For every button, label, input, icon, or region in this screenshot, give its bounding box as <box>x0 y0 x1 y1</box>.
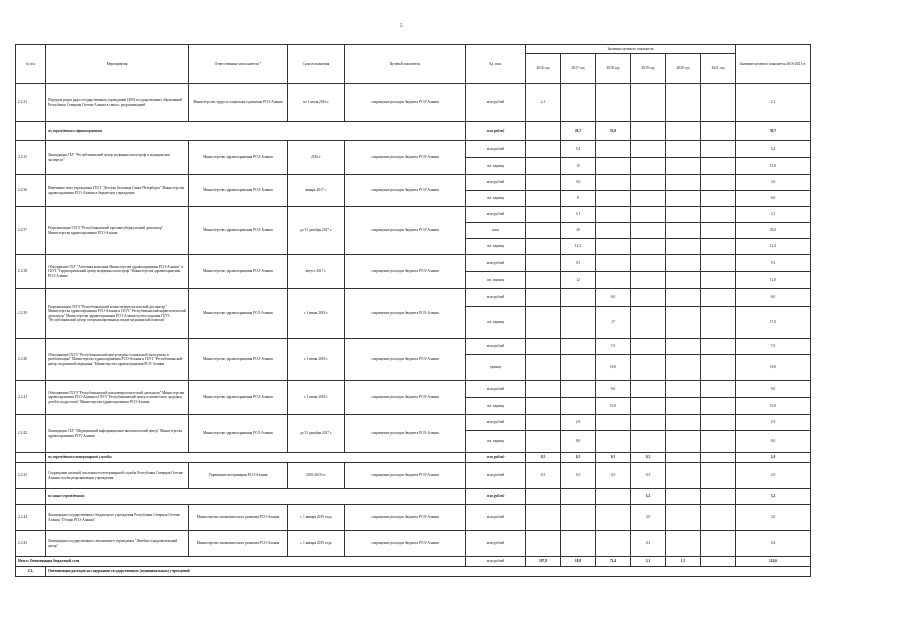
row-value: 3,1 <box>631 557 666 567</box>
row-total: 6,0 <box>736 289 811 307</box>
row-activity: Реорганизация ГБУЗ "Республиканский противотуберкулезный диспансер" Министерства здравоохранения РСО-Алания <box>46 207 189 255</box>
row-activity: Реорганизация ГБУЗ "Республиканский кожно-венерологический диспансер" Министерства здравоохранения РСО-Алания и ГБУЗ "Республиканский наркологический диспансер" Министерства здравоохранения РСО-Алания путем создания ГБУЗ "Республиканский центр специализированных видов медицинской помощи" <box>46 289 189 339</box>
row-total: 3,1 <box>736 207 811 223</box>
row-total: 3,2 <box>736 489 811 505</box>
row-deadline: по 1 июля 2016 г. <box>288 84 345 122</box>
row-activity: Передача рядов ряда государственных учреждений ЦОН государственных образований Республики Северная Осетия-Алания в связи с реорганизацией <box>46 84 189 122</box>
row-deadline: 2016 г. <box>288 141 345 175</box>
header-year: 2017 год <box>561 54 596 84</box>
header-year: 2016 год <box>526 54 561 84</box>
row-unit: млн рублей <box>466 339 526 355</box>
row-unit: млн рублей <box>466 489 526 505</box>
row-deadline: с 1 января 2019 года <box>288 505 345 531</box>
row-value: 5,4 <box>561 141 596 158</box>
header-row <box>16 45 811 54</box>
row-responsible: Министерство здравоохранения РСО-Алания <box>189 141 288 175</box>
row-total: 2,1 <box>736 84 811 122</box>
row-unit: млн рублей <box>466 141 526 158</box>
row-activity: Объединение ГБУЗ "Республиканский центр медико-социальной экспертизы и реабилитации" Министерства здравоохранения РСО-Алания и ГБУЗ "Республиканский центр спортивной медицины" Министерства здравоохранения РСО-Алания <box>46 339 189 381</box>
row-value: 0,5 <box>561 463 596 489</box>
row-total: 12,0 <box>736 272 811 289</box>
table-row <box>16 381 811 398</box>
row-value: 8 <box>561 191 596 207</box>
row-total: 5,4 <box>736 141 811 158</box>
row-deadline: с 1 июня 2018 г. <box>288 381 345 415</box>
row-unit: млн рублей <box>466 175 526 191</box>
row-value: 0,5 <box>596 463 631 489</box>
header-responsible: Ответственные исполнители * <box>189 45 288 84</box>
row-unit: млн рублей <box>466 122 526 141</box>
row-value: 0,5 <box>596 453 631 463</box>
row-value: 12,3 <box>561 239 596 255</box>
row-num: 2.2.44 <box>16 505 46 531</box>
table-row <box>16 415 811 431</box>
header-year: 2019 год <box>631 54 666 84</box>
row-activity: Изменение типа учреждения ГБУЗ "Детская больница Санкт-Петербурга" Министерства здравоохранения РСО-Алания в бюджетное учреждение <box>46 175 189 207</box>
row-result: сокращение расходов бюджета РСО-Алания <box>345 415 466 453</box>
row-unit: шт. единиц <box>466 272 526 289</box>
row-value: 16,0 <box>596 355 631 381</box>
row-value: 0,5 <box>526 453 561 463</box>
row-num: 2.2.43 <box>16 463 46 489</box>
row-total: 2,0 <box>736 453 811 463</box>
row-responsible: Министерство здравоохранения РСО-Алания <box>189 207 288 255</box>
row-result: сокращение расходов бюджета РСО-Алания <box>345 339 466 381</box>
row-activity: Ликвидация государственного бюджетного учреждения Республики Северная Осетия-Алания "IT-парк РСО-Алания" <box>46 505 189 531</box>
row-value: 0,5 <box>631 453 666 463</box>
row-num: 2.2.41 <box>16 381 46 415</box>
row-total: 7,0 <box>736 339 811 355</box>
section-row <box>16 122 811 141</box>
row-unit: млн рублей <box>466 207 526 223</box>
row-unit: коек <box>466 223 526 239</box>
row-deadline: 2016-2019 гг. <box>288 463 345 489</box>
row-deadline: с 1 июня 2018 г. <box>288 289 345 339</box>
row-deadline: август 2017 г. <box>288 255 345 289</box>
table-row <box>16 84 811 122</box>
row-value: 6,0 <box>596 289 631 307</box>
row-responsible: Министерство здравоохранения РСО-Алания <box>189 381 288 415</box>
row-activity: Объединение ГБУ "Аптечная компания Министерства здравоохранения РСО-Алания" и ГБУЗ "Территориальный центр медицины катастроф" Министерства здравоохранения РСО-Алания <box>46 255 189 289</box>
row-value: 20 <box>561 223 596 239</box>
header-total: Значение целевого показателя 2016-2021 гг. <box>736 45 811 84</box>
row-unit: шт. единиц <box>466 239 526 255</box>
row-responsible: Министерство здравоохранения РСО-Алания <box>189 175 288 207</box>
row-deadline: январь 2017 г. <box>288 175 345 207</box>
row-deadline: до 31 декабря 2017 г. <box>288 415 345 453</box>
section-label: по учреждениям ветеринарной службы <box>46 453 466 463</box>
row-num: 2.2.40 <box>16 339 46 381</box>
row-responsible: Министерство здравоохранения РСО-Алания <box>189 339 288 381</box>
section-heading: Оптимизация расходов на содержание государственных (муниципальных) учреждений <box>46 567 811 577</box>
row-value: 3,2 <box>631 489 666 505</box>
row-num: 2.2.39 <box>16 289 46 339</box>
row-responsible: Министерство экономического развития РСО-Алания <box>189 505 288 531</box>
row-total: 9,3 <box>736 255 811 272</box>
table-row <box>16 463 811 489</box>
row-responsible: Министерство здравоохранения РСО-Алания <box>189 289 288 339</box>
header-num: № п/п <box>16 45 46 84</box>
row-value: 26,7 <box>561 122 596 141</box>
table-row <box>16 141 811 158</box>
section-row <box>16 489 811 505</box>
total-row <box>16 557 811 567</box>
header-year: 2021 год <box>701 54 736 84</box>
row-activity: Сокращение штатной численности ветеринарной службы Республики Северная Осетия-Алания, путём реорганизации учреждения <box>46 463 189 489</box>
row-result: сокращение расходов бюджета РСО-Алания <box>345 84 466 122</box>
row-value: 10,0 <box>596 398 631 415</box>
row-unit: шт. единиц <box>466 191 526 207</box>
row-unit: млн рублей <box>466 531 526 557</box>
row-total: 124,6 <box>736 557 811 567</box>
row-responsible: Министерство здравоохранения РСО-Алания <box>189 255 288 289</box>
table-row <box>16 255 811 272</box>
row-result: сокращение расходов бюджета РСО-Алания <box>345 175 466 207</box>
row-result: сокращение расходов бюджета РСО-Алания <box>345 463 466 489</box>
table-row <box>16 207 811 223</box>
row-num: 2.2.42 <box>16 415 46 453</box>
row-value: 1,5 <box>666 557 701 567</box>
row-value: 9,0 <box>596 381 631 398</box>
row-result: сокращение расходов бюджета РСО-Алания <box>345 255 466 289</box>
row-total: 0,2 <box>736 531 811 557</box>
row-deadline: с 1 июня 2018 г. <box>288 339 345 381</box>
row-value: 2,9 <box>561 415 596 431</box>
row-total: 9,0 <box>736 381 811 398</box>
row-unit: шт. единиц <box>466 158 526 175</box>
row-total: 12,3 <box>736 239 811 255</box>
row-value: 33,0 <box>596 122 631 141</box>
table-row <box>16 339 811 355</box>
table-row <box>16 175 811 191</box>
row-deadline: с 1 января 2019 года <box>288 531 345 557</box>
row-result: сокращение расходов бюджета РСО-Алания <box>345 289 466 339</box>
row-unit: млн рублей <box>466 453 526 463</box>
section-label: по учреждениям здравоохранения <box>46 122 466 141</box>
row-value: 2,1 <box>526 84 561 122</box>
header-deadline: Срок исполнения <box>288 45 345 84</box>
row-total: 16,0 <box>736 355 811 381</box>
row-activity: Ликвидация ГБУ "Республиканский центр медицины катастроф и медицинских экспертиз" <box>46 141 189 175</box>
row-value: 9,3 <box>561 255 596 272</box>
budget-optimization-table <box>15 44 811 577</box>
row-value: 3,1 <box>561 207 596 223</box>
row-num: 2.2.38 <box>16 255 46 289</box>
row-value: 0,5 <box>561 453 596 463</box>
row-value: 107,8 <box>526 557 561 567</box>
row-total: 17,0 <box>736 307 811 339</box>
row-total: 10,0 <box>736 398 811 415</box>
row-value: 12 <box>561 272 596 289</box>
row-responsible: Управление ветеринарии РСО-Алания <box>189 463 288 489</box>
row-activity: Ликвидация государственного автономного учреждения "Лечебно-оздоровительный центр" <box>46 531 189 557</box>
row-total: 3,0 <box>736 505 811 531</box>
row-unit: млн рублей <box>466 84 526 122</box>
header-year: 2018 год <box>596 54 631 84</box>
row-num: 2.2.35 <box>16 141 46 175</box>
row-result: сокращение расходов бюджета РСО-Алания <box>345 141 466 175</box>
row-result: сокращение расходов бюджета РСО-Алания <box>345 531 466 557</box>
header-activity: Мероприятия <box>46 45 189 84</box>
header-unit: Ед. изм. <box>466 45 526 84</box>
table-row <box>16 505 811 531</box>
row-value: 17 <box>596 307 631 339</box>
row-unit: млн рублей <box>466 463 526 489</box>
row-value: 0,5 <box>631 463 666 489</box>
row-unit: единиц <box>466 355 526 381</box>
row-unit: млн рублей <box>466 505 526 531</box>
row-value: 7,0 <box>596 339 631 355</box>
row-deadline: до 31 декабря 2017 г. <box>288 207 345 255</box>
row-total: 8,0 <box>736 431 811 453</box>
row-unit: млн рублей <box>466 255 526 272</box>
table-row <box>16 289 811 307</box>
row-total: 2,9 <box>736 415 811 431</box>
row-value: 3,0 <box>631 505 666 531</box>
row-value: 0,5 <box>526 463 561 489</box>
header-values-group: Значение целевого показателя <box>526 45 736 54</box>
row-value: 8,0 <box>561 431 596 453</box>
row-responsible: Министерство здравоохранения РСО-Алания <box>189 415 288 453</box>
row-value: 72,4 <box>596 557 631 567</box>
total-label: Итого: Оптимизация бюджетной сети <box>16 557 466 567</box>
row-result: сокращение расходов бюджета РСО-Алания <box>345 381 466 415</box>
row-unit: шт. единиц <box>466 431 526 453</box>
section-heading-row <box>16 567 811 577</box>
row-unit: шт. единиц <box>466 307 526 339</box>
table-row <box>16 531 811 557</box>
row-total: 8,0 <box>736 191 811 207</box>
row-value: 0,2 <box>631 531 666 557</box>
row-value: 3,0 <box>561 175 596 191</box>
section-label: по иным учреждениям <box>46 489 466 505</box>
row-responsible: Министерство экономического развития РСО-Алания <box>189 531 288 557</box>
row-value: 15 <box>561 158 596 175</box>
row-total: 2,0 <box>736 463 811 489</box>
row-unit: млн рублей <box>466 415 526 431</box>
row-num: 2.2.37 <box>16 207 46 255</box>
row-unit: шт. единиц <box>466 398 526 415</box>
row-total: 59,7 <box>736 122 811 141</box>
header-year: 2020 год <box>666 54 701 84</box>
section-row <box>16 453 811 463</box>
row-num: 2.2.45 <box>16 531 46 557</box>
row-total: 3,0 <box>736 175 811 191</box>
row-num: 2.3. <box>16 567 46 577</box>
row-activity: Ликвидация ГБУ "Медицинский информационно-аналитический центр" Министерства здравоохранения РСО-Алания <box>46 415 189 453</box>
row-result: сокращение расходов бюджета РСО-Алания <box>345 207 466 255</box>
header-result: Целевой показатель <box>345 45 466 84</box>
row-unit: млн рублей <box>466 381 526 398</box>
row-result: сокращение расходов бюджета РСО-Алания <box>345 505 466 531</box>
row-responsible: Министерство труда и социального развития РСО-Алания <box>189 84 288 122</box>
row-num: 2.2.36 <box>16 175 46 207</box>
row-unit: млн рублей <box>466 289 526 307</box>
row-value: 10,8 <box>561 557 596 567</box>
row-activity: Объединение ГБУЗ "Республиканский психоневрологический диспансер" Министерства здравоохранения РСО-Алания и ГБУЗ "Республиканский центр психического здоровья детей и подростков" Министерства здравоохранения РСО-Алания <box>46 381 189 415</box>
row-num: 2.2.23 <box>16 84 46 122</box>
row-unit: млн рублей <box>466 557 526 567</box>
page-number: 5 <box>400 24 403 29</box>
row-total: 15,0 <box>736 158 811 175</box>
row-total: 20,0 <box>736 223 811 239</box>
